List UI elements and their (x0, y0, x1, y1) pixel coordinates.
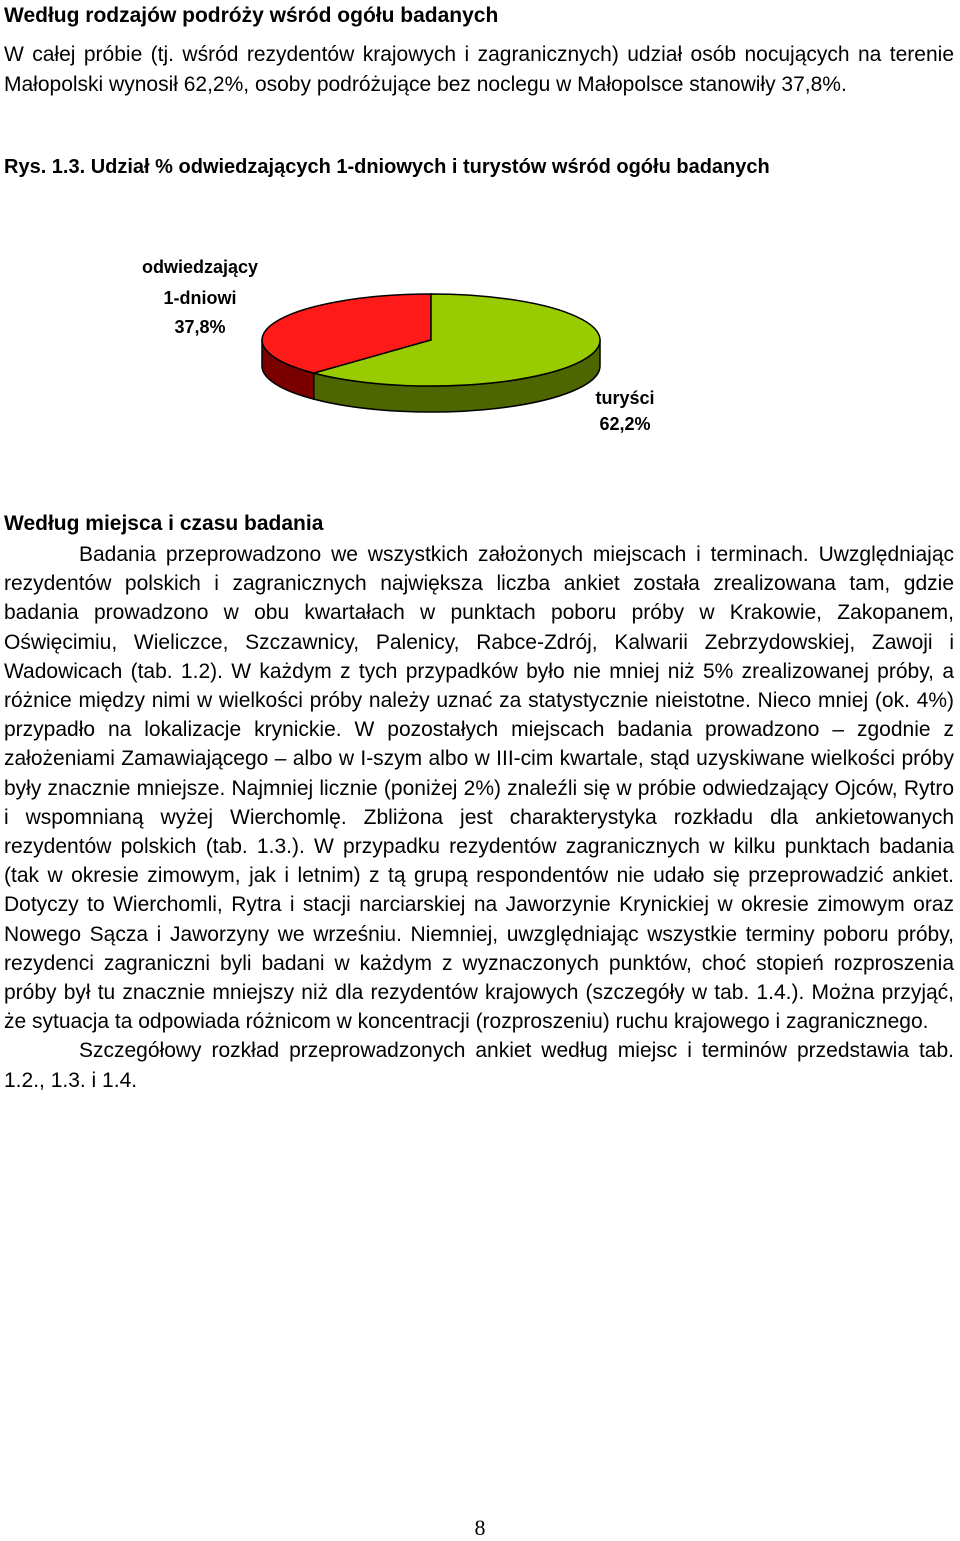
label-turysci-value: 62,2% (599, 414, 651, 434)
label-turysci-name: turyści (595, 388, 655, 408)
section-heading-place-time: Według miejsca i czasu badania (4, 512, 324, 535)
body-text-place-time (4, 540, 954, 1095)
paragraph-travel-type: W całej próbie (tj. wśród rezydentów krajowych i zagranicznych) udział osób nocujących na terenie Małopolski wynosił 62,2%, osoby podróżujące bez noclegu w Małopolsce stanowiły 37,8%. (4, 43, 954, 96)
page-number: 8 (474, 1515, 486, 1540)
figure-caption: Rys. 1.3. Udział % odwiedzających 1-dniowych i turystów wśród ogółu badanych (4, 156, 770, 178)
paragraph-survey-tables: Szczegółowy rozkład przeprowadzonych ankiet według miejsc i terminów przedstawia tab. 1.2., 1.3. i 1.4. (4, 1039, 954, 1092)
paragraph-survey-locations: Badania przeprowadzono we wszystkich założonych miejscach i terminach. Uwzględniając rezydentów polskich i zagranicznych największa liczba ankiet została zrealizowana tam, gdzie badania prowadzono w obu kwartałach w punktach poboru próby w Krakowie, Zakopanem, Oświęcimiu, Wieliczce, Szczawnicy, Palenicy, Rabce-Zdrój, Kalwarii Zebrzydowskiej, Zawoji i Wadowicach (tab. 1.2). W każdym z tych przypadków było nie mniej niż 5% zrealizowanej próby, a różnice między nimi w wielkości próby należy uznać za statystycznie nieistotne. Nieco mniej (ok. 4%) przypadło na lokalizacje krynickie. W pozostałych miejscach badania prowadzono – zgodnie z założeniami Zamawiającego – albo w I-szym albo w III-cim kwartale, stąd uzyskiwane wielkości próby były znacznie mniejsze. Najmniej licznie (poniżej 2%) znaleźli się w próbie odwiedzający Ojców, Rytro i wspomnianą wyżej Wierchomlę. Zbliżona jest charakterystyka rozkładu dla ankietowanych rezydentów polskich (tab. 1.3.). W przypadku rezydentów zagranicznych w kilku punktach badania (tak w okresie zimowym, jak i letnim) z tą grupą respondentów nie udało się przeprowadzić ankiet. Dotyczy to Wierchomli, Rytra i stacji narciarskiej na Jaworzynie Krynickiej w okresie zimowym oraz Nowego Sącza i Jaworzyny we wrześniu. Niemniej, uwzględniając wszystkie terminy poboru próby, rezydenci zagraniczni byli badani w każdym z wyznaczonych punktów, choć stopień rozproszenia próby był tu znacznie mniejszy niż dla rezydentów krajowych (szczegóły w tab. 1.4.). Można przyjąć, że sytuacja ta odpowiada różnicom w koncentracji (rozproszeniu) ruchu krajowego i zagranicznego. (4, 543, 954, 1034)
label-odwiedzajacy-value: 37,8% (174, 317, 226, 337)
pie-chart-svg (0, 230, 960, 490)
section-heading-travel-type: Według rodzajów podróży wśród ogółu badanych (4, 4, 499, 27)
label-odwiedzajacy-name-line2: 1-dniowi (163, 288, 237, 308)
pie-chart (0, 230, 960, 490)
label-odwiedzajacy-name: odwiedzający (141, 257, 259, 277)
